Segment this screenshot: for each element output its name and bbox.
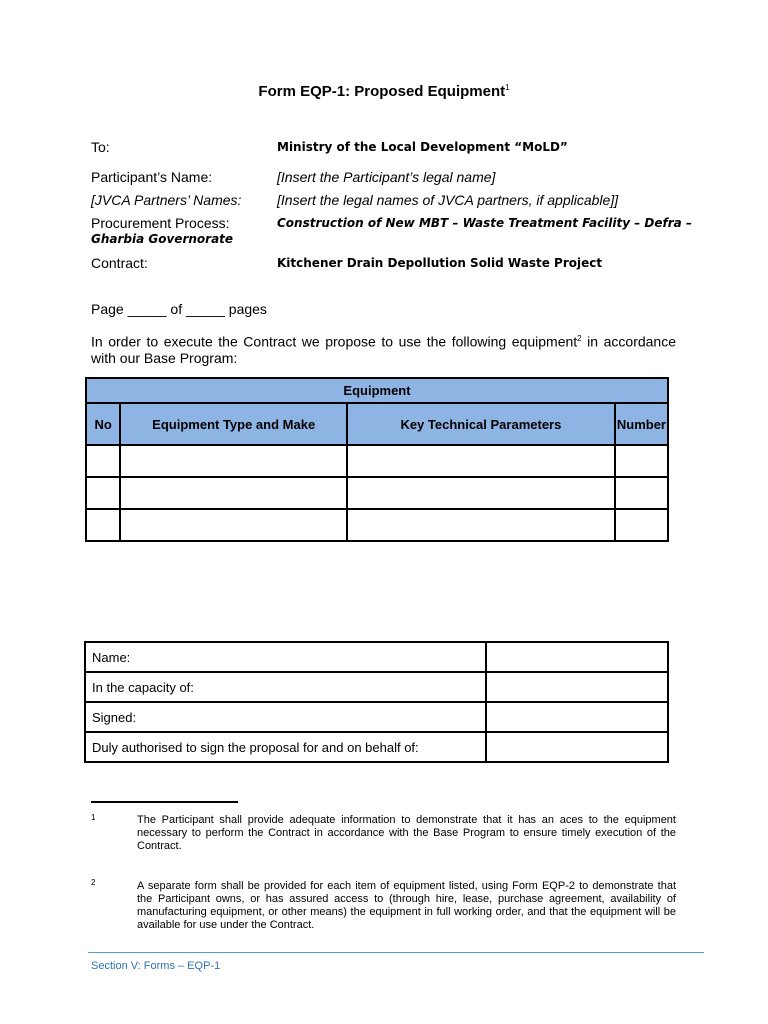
procurement-value-cont: Gharbia Governorate [91, 232, 234, 246]
footnote-number-1: 1 [91, 813, 96, 822]
intro-text: In order to execute the Contract we propose to use the following equipment [91, 333, 578, 350]
footnote-text-1: The Participant shall provide adequate information to demonstrate that it has an aces to the equipment necessary to perform the Contract in accordance with the Base Program to ensure timely execution of the Contract. [137, 814, 676, 852]
col-number-header: Number [615, 403, 668, 445]
signature-row-authorised [85, 732, 668, 762]
contract-value: Kitchener Drain Depollution Solid Waste Project [277, 256, 603, 270]
name-label: Name: [85, 642, 486, 672]
equipment-table [85, 377, 669, 542]
col-type-header: Equipment Type and Make [120, 403, 346, 445]
footnote-number-2: 2 [91, 878, 96, 887]
cell-type[interactable] [120, 445, 346, 477]
procurement-value: Construction of New MBT – Waste Treatment Facility – Defra – [277, 216, 692, 230]
table-row [86, 445, 668, 477]
footer-divider [88, 952, 704, 953]
cell-no[interactable] [86, 477, 120, 509]
cell-type[interactable] [120, 509, 346, 541]
jvca-label: [JVCA Partners’ Names: [91, 192, 242, 208]
intro-paragraph [91, 331, 676, 366]
equipment-caption: Equipment [86, 378, 668, 403]
signed-field[interactable] [486, 702, 668, 732]
to-value: Ministry of the Local Development “MoLD” [277, 140, 568, 154]
cell-no[interactable] [86, 445, 120, 477]
contract-label: Contract: [91, 255, 148, 271]
capacity-field[interactable] [486, 672, 668, 702]
name-field[interactable] [486, 642, 668, 672]
intro-text-cont: in accordance with our Base Program: [91, 333, 676, 366]
footnote-text-2: A separate form shall be provided for each item of equipment listed, using Form EQP-2 to demonstrate that the Participant owns, or has assured access to (through hire, lease, purchase agreement, availability of manufacturing equipment, or other means) the equipment in full working order, and that the equipment will be available for use under the Contract. [137, 880, 676, 931]
page-footer: Section V: Forms – EQP-1 [91, 960, 221, 972]
signature-row-name [85, 642, 668, 672]
form-title [0, 83, 768, 100]
table-row [86, 509, 668, 541]
participant-label: Participant’s Name: [91, 169, 213, 185]
jvca-value: [Insert the legal names of JVCA partners, if applicable]] [277, 192, 619, 208]
capacity-label: In the capacity of: [85, 672, 486, 702]
page-line: Page _____ of _____ pages [91, 301, 267, 317]
signature-row-signed [85, 702, 668, 732]
footnote-ref-2: 2 [577, 334, 582, 343]
procurement-label: Procurement Process: [91, 215, 230, 231]
cell-number[interactable] [615, 477, 668, 509]
col-params-header: Key Technical Parameters [347, 403, 615, 445]
cell-number[interactable] [615, 509, 668, 541]
form-title-text: Form EQP-1: Proposed Equipment [258, 83, 506, 100]
table-row [86, 477, 668, 509]
authorised-field[interactable] [486, 732, 668, 762]
cell-params[interactable] [347, 477, 615, 509]
signature-table [84, 641, 669, 763]
cell-type[interactable] [120, 477, 346, 509]
signed-label: Signed: [85, 702, 486, 732]
cell-no[interactable] [86, 509, 120, 541]
cell-params[interactable] [347, 445, 615, 477]
to-label: To: [91, 139, 110, 155]
authorised-label: Duly authorised to sign the proposal for and on behalf of: [85, 732, 486, 762]
cell-number[interactable] [615, 445, 668, 477]
signature-row-capacity [85, 672, 668, 702]
cell-params[interactable] [347, 509, 615, 541]
footnote-ref-1: 1 [505, 83, 510, 92]
participant-value: [Insert the Participant’s legal name] [277, 169, 496, 185]
footnote-separator [91, 801, 238, 803]
col-no-header: No [86, 403, 120, 445]
